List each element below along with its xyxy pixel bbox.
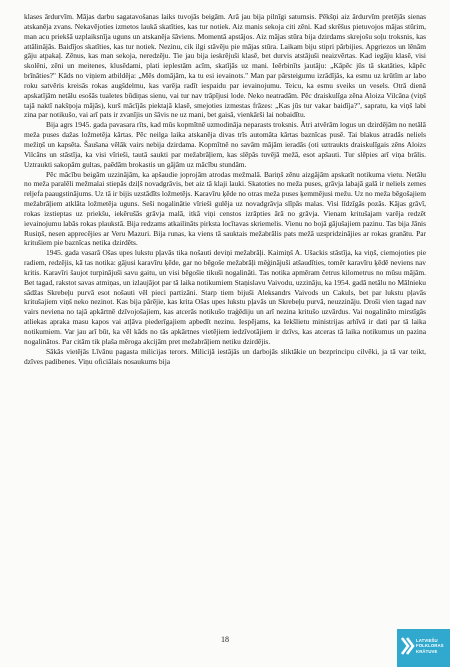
archive-logo-icon <box>400 635 416 657</box>
archive-logo <box>397 629 450 667</box>
paragraph-5: Sākās vietējās Līvānu pagasta milicijas terors. Milicijā iestājās un darbojās sliktākie un bezprincipu cilvēki, ja tā var teikt, dzīves padibenes. Viņu oficiālais nosaukums bija <box>24 346 426 366</box>
logo-line-3: KRĀTUVE <box>416 648 438 654</box>
paragraph-2: Bija agrs 1945. gada pavasara rīts, kad mūs kopmītnē uzmodināja neparasts troksnis. Ātri atvērām logus un dzirdējām no netālā meža puses dažas ložmetēja kārtas. Pēc neilga laika atskanēja divas trīs automāta kārtas baznīcas pusē. Tai blakus atradās neliels mežiņš un kapsēta. Šaušana vēlāk vairs nebija dzirdama. Kopmītnē no savām mājām ieradās (oti uztraukts draiskulīgais zēns Aloizs Vilcāns un stāstīja, ka visi vīrieši, tautā saukti par mežabrāļiem, kas slēpās tuvējā mežā, esot apšauti. Tur slēpies arī viņa brālis. Uztraukti sakopām gultas, paēdām brokastis un gājām uz mācību stundām. <box>24 120 426 169</box>
paragraph-4: 1945. gada vasarā Ošas upes lukstu pļavās tika nošauti deviņi mežabrāļi. Kaimiņš A. Ušackis stāstīja, ka viņš, ciemojoties pie radiem, redzējis, kā tas notika: gājusi karavīru ķēde, gar no bēgoše mežabrāļi mēģinājuši atšaudīties, tomēr karavīru ķēdē neviens nav kritis. Karavīri šaujot turpinājuši savu gaitu, un visi bēgošie tikuši nogalināti. Tas notika apmēram četrus kilometrus no mūsu mājām. Bet tagad, rakstot savas atmiņas, un izlaujājot par tā laika notikumiem Staņislavu Vaivodu, uzzināju, ka 1954. gadā netālu no Mālnieku sādžas Skrebeļu purvā esot nošauti vēl pieci partizāni. Starp tiem bijuši Aleksandrs Vaivods un Cakuls, bet par lukstu pļavās kritušajiem viņš neko nezinot. Kas bija pārējie, kas krita Ošas upes lukstu pļavās un Skrebeļu purvā, neuzzināju. Droši vien tagad nav vairs neviena no tajā apkārtnē dzīvojošajiem, kas atcerās notikušo traģēdiju un arī nezina kritušo uzvārdus. Vai nogalināto mirstīgās atliekas apraka masu kapos vai atļāva piederīgajiem apbedīt nezinu. Iespējams, ka Iekšlietu ministrijas arhīvā ir dati par tā laika notikumiem. Var jau arī būt, ka vēl kāds no tās apkārtnes vietējiem iedzīvotājiem ir dzīvs, kas atceras tā laika notikumus un pazina nogalinātos. Par citām tik plaša mēroga akcijām pret mežabrāļiem netiku dzirdējis. <box>24 248 426 346</box>
paragraph-1: klases ārdurvīm. Mājas darbu sagatavošanas laiks tuvojās beigām. Arā jau bija pilnīgi satumsis. Pēkšņi aiz ārdurvīm pretējās sienas atskanēja zvans. Nekavējoties izmetos laukā skatīties, kas tur notiek. Aiz manis sekoja citi zēni. Kad skrēšus pietuvojos mājas stūrim, man acu priekšā uzplaiksnīja uguns un atskanēja šāviens. Momentā apstājos. Aiz mājas stūra bija dzirdams skrejošu soļu troksnis, kas attālinājās. Baidījos skatīties, kas tur notiek. Nezinu, cik ilgi stāvēju pie mājas stūra. Laikam biju stipri pārbijies. Apgriezos un lēnām gāju atpakaļ. Zēnus, kas man sekoja, neredzēju. Tie jau bija ieskrējuši klasē, bet durvis atstājuši neaizvērtas. Kad iegāju klasē, visi skolēni, zēni un meitenes, klusēdami, plati ieplestām acīm, skatījās uz mani. Ieērbinīts jautāju: „Kāpēc jūs tā skatāties, kāpēc brīnāties?" Kāds no viņiem atbildēja: „Mēs domājām, ka tu esi ievainots." Man par pārsteigumu izrādījās, ka esmu uz krūtīm ar labo roku satvēris kreisās rokas augšdelmu, kas varēja radīt iespaidu par ievainojumu. Teicu, ka esmu sveiks un vesels. Otrā dienā apskatījām netālu esošās tualetes būdiņas sienu, vai tur nav trāpījusi lode. Neko neatradām. Pēc draiskulīga zēna Aloiza Vilcāna (viņš tajā naktī nakšņoja mājās), kurš mācījās piektajā klasē, smejoties izmestas frāzes: „Kas jūs tur vakar baidīja?", sapratu, ka viņš labi zina par notikušo, vai arī pats ir zvanījis un šāvis ne uz mani, bet gaisā, vienkārši lai nobaidītu. <box>24 12 426 120</box>
page-number: 18 <box>221 635 229 644</box>
logo-line-1: LATVIEŠU <box>416 638 438 643</box>
logo-line-2: FOLKLORAS <box>416 643 444 649</box>
paragraph-3: Pēc mācību beigām uzzinājām, ka apšaudie joprojām atrodas mežmalā. Bariņš zēnu aizgājām apskatīt notikuma vietu. Netālu no meža paralēli mežmalai stiepās dziļš novadgrāvis, bet aiz tā klaji lauki. Skatoties no meža puses, grāvja labajā galā ir neliels zemes reljefa paaugstinājums. Uz tā ir bijis uzstādīts ložmetējs. Karavīru ķēde no otras meža puses ķemmējusi mežu. Uz no meža bēgošajiem mežabrāļiem atklāta ložmetēja uguns. Seši nogalinātie vīrieši gulēja uz novadgrāvja slīpās malas. Visi līdzīgās pozās. Kājas grāvī, rokas izstieptas uz priekšu, iekērušās grāvja malā, itkā viņi censtos izrāpties ārā no grāvja. Vienam kritušajam varēja redzēt ievainojumu labās rokas plaukstā. Bija redzams atkailināts pirksta locītavas skriemelis. Vienu no bojā gājušajiem pazinu. Tas bija Jānis Rusiņš, nesen apprecējies ar Veru Mazuri. Bija runas, ka viens tā sauktais mežabrālis pats mežā uzspridzinājies ar rokas granātu. Par kritušiem pie baznīcas netika dzirdēts. <box>24 169 426 248</box>
document-page <box>24 12 426 366</box>
archive-logo-text <box>416 638 449 654</box>
